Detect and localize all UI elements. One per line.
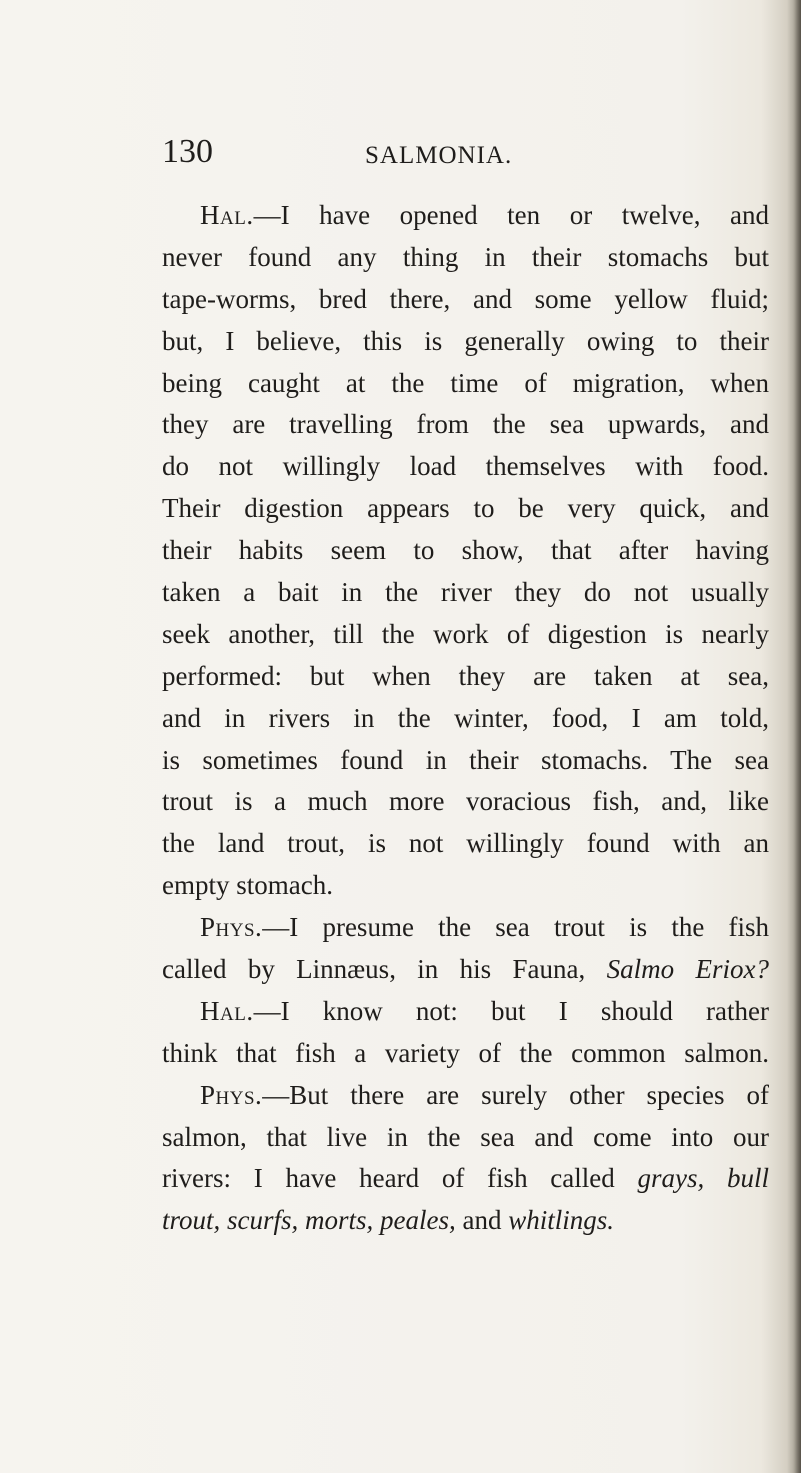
text-line: the land trout, is not willingly found with an [162, 828, 769, 859]
page-edge-shadow [787, 0, 801, 1473]
text-line: rivers: I have heard of fish called grays, bull [162, 1163, 770, 1194]
italic-term: scurfs, [227, 1205, 299, 1236]
text-line: never found any thing in their stomachs but [162, 241, 769, 272]
page-header [162, 128, 752, 178]
text-line: their habits seem to show, that after having [162, 535, 769, 566]
text-line: empty stomach. [162, 870, 333, 901]
body-text [162, 195, 769, 1242]
italic-term: morts, [305, 1205, 374, 1236]
text-line: Hal.—I have opened ten or twelve, and [200, 200, 769, 230]
text-line: Phys.—But there are surely other species of [200, 1079, 769, 1110]
running-head: SALMONIA. [365, 142, 513, 169]
text-line: being caught at the time of migration, when [162, 367, 769, 398]
text-line: do not willingly load themselves with food. [162, 451, 769, 482]
italic-term: whitlings. [508, 1205, 615, 1236]
text-line: Phys.—I presume the sea trout is the fish [200, 912, 769, 943]
italic-term: Salmo Eriox? [606, 954, 770, 985]
text-line: seek another, till the work of digestion is nearly [162, 618, 769, 649]
text-line: think that fish a variety of the common salmon. [162, 1037, 769, 1068]
text-line: they are travelling from the sea upwards, and [162, 409, 769, 440]
text-line: performed: but when they are taken at sea, [162, 660, 769, 691]
text-line: trout, scurfs, morts, peales, and whitlings. [162, 1205, 615, 1236]
text-line: taken a bait in the river they do not usually [162, 577, 769, 608]
italic-term: trout, [162, 1205, 221, 1236]
text-line: Hal.—I know not: but I should rather [200, 995, 769, 1026]
speaker-name: Hal. [200, 995, 254, 1026]
speaker-name: Phys. [200, 1079, 263, 1110]
speaker-name: Phys. [200, 912, 263, 943]
text-line: but, I believe, this is generally owing to their [162, 325, 769, 356]
text-line: is sometimes found in their stomachs. The sea [162, 744, 769, 775]
italic-term: peales, [380, 1205, 456, 1236]
text-line: and in rivers in the winter, food, I am told, [162, 702, 769, 733]
text-line: tape-worms, bred there, and some yellow fluid; [162, 283, 769, 314]
text-line: called by Linnæus, in his Fauna, Salmo Eriox? [162, 954, 770, 985]
italic-term: bull [727, 1163, 770, 1194]
text-line: salmon, that live in the sea and come into our [162, 1121, 769, 1152]
speaker-name: Hal. [200, 200, 254, 230]
text-line: trout is a much more voracious fish, and, like [162, 786, 769, 817]
text-line: Their digestion appears to be very quick, and [162, 493, 769, 524]
page-number: 130 [162, 133, 213, 170]
italic-term: grays, [637, 1163, 705, 1194]
